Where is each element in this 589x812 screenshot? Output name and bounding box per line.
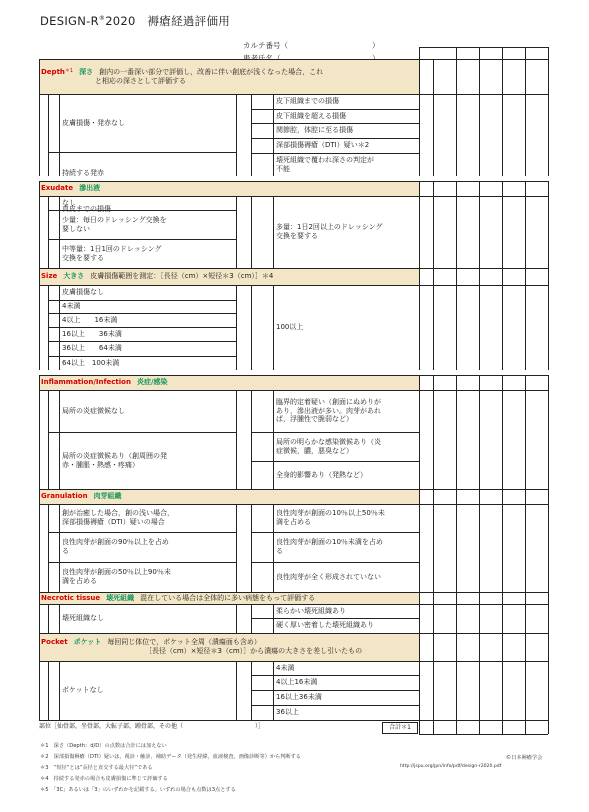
text-line: 持続する発赤: [62, 169, 104, 178]
col-line: [525, 633, 526, 720]
section-jp: 滲出液: [79, 184, 101, 193]
footnote-mark: ＊1: [64, 67, 74, 74]
text-line: る: [62, 547, 69, 555]
score: [48, 210, 59, 239]
date-slash: [479, 47, 502, 59]
section-title-row: [41, 68, 323, 77]
col-line: [548, 59, 549, 176]
score: [251, 705, 273, 720]
section-en: Pocket: [41, 638, 68, 647]
row-line: [419, 734, 548, 735]
col-line: [502, 47, 503, 59]
section-title-row: [41, 184, 100, 193]
score: [251, 532, 273, 562]
col-line: [525, 375, 526, 489]
score: [48, 562, 59, 592]
col-line: [433, 633, 434, 720]
text-line: 赤・腫脹・熱感・疼痛）: [62, 460, 139, 469]
col-line: [525, 59, 526, 176]
criterion: [62, 504, 235, 532]
col-line: [419, 592, 420, 633]
score: [48, 327, 59, 341]
section-header-necrotic: [41, 592, 417, 604]
score: [251, 153, 273, 176]
section-header-size: [41, 268, 417, 285]
col-line: [548, 633, 549, 720]
col-line: [548, 47, 549, 59]
section-en: Exudate: [41, 184, 74, 193]
criterion: [276, 390, 418, 432]
criterion: [276, 94, 418, 109]
criterion: [62, 196, 235, 210]
col-line: [419, 633, 420, 720]
section-header-pocket: [41, 633, 417, 661]
criterion: [276, 690, 418, 705]
upper-letter: [236, 196, 251, 268]
col-line: [59, 94, 60, 176]
section-desc: 毎回同じ体位で，ポケット全周（潰瘍面も含め）: [107, 638, 261, 647]
score: [48, 300, 59, 313]
text-line: 4未満: [62, 302, 81, 311]
col-line: [548, 489, 549, 592]
col-line: [502, 720, 503, 734]
lower-letter: [39, 285, 48, 370]
section-desc: 混在している場合は全体的に多い病態をもって評価する: [140, 593, 316, 602]
score: [48, 94, 59, 152]
text-line: 交換を要する: [276, 232, 318, 240]
text-line: 局所の明らかな感染徴候あり（炎: [276, 437, 381, 446]
upper-letter: [236, 390, 251, 489]
criterion: [62, 432, 235, 489]
criterion: [62, 562, 235, 592]
upper-letter: [236, 661, 251, 720]
text-line: 64以上 100未満: [62, 358, 120, 367]
text-line: 不能: [276, 164, 290, 173]
col-line: [456, 592, 457, 633]
text-line: 満を占める: [62, 577, 97, 585]
row-line: [419, 390, 548, 391]
score: [251, 138, 273, 153]
text-line: 4以上 16未満: [62, 315, 118, 324]
col-line: [419, 268, 420, 370]
col-line: [479, 375, 480, 489]
col-line: [59, 390, 60, 489]
source-url: http://jspu.org/jpn/info/pdf/design-r2020.pdf: [400, 764, 502, 769]
col-line: [548, 375, 549, 489]
col-line: [525, 181, 526, 268]
section-desc-line2: ［長径（cm）×短径＊3（cm）］から潰瘍の大きさを差し引いたもの: [145, 647, 363, 655]
criterion: [276, 504, 418, 532]
score: [251, 618, 273, 633]
col-line: [479, 592, 480, 633]
score: [48, 285, 59, 300]
score: [48, 341, 59, 356]
col-line: [433, 375, 434, 489]
text-line: あり，滲出液が多い。肉芽があれ: [276, 406, 381, 415]
text-line: 中等量：1日1回のドレッシング: [62, 244, 162, 253]
col-line: [479, 47, 480, 59]
text-line: 少量：毎日のドレッシング交換を: [62, 215, 167, 224]
upper-letter: [236, 94, 251, 176]
date-slash: [502, 47, 525, 59]
total-label: 合計＊1: [382, 722, 418, 734]
score: [48, 313, 59, 327]
col-line: [456, 268, 457, 370]
col-line: [502, 592, 503, 633]
criterion: [62, 313, 235, 327]
section-header-granulation: [41, 489, 417, 504]
score: [48, 604, 59, 633]
criterion: [62, 94, 235, 152]
score: [251, 390, 273, 432]
col-line: [456, 633, 457, 720]
text-line: 36以上 64未満: [62, 344, 122, 353]
section-jp: 肉芽組織: [93, 492, 122, 501]
criterion: [276, 618, 418, 633]
score: [48, 432, 59, 489]
score: [251, 109, 273, 123]
section-jp: 深さ: [79, 67, 94, 76]
score: [48, 532, 59, 562]
row-line: [419, 196, 548, 197]
section-jp: 炎症/感染: [136, 378, 168, 387]
date-label: [419, 47, 456, 59]
score: [251, 504, 273, 532]
col-line: [548, 181, 549, 268]
col-line: [479, 181, 480, 268]
section-en: Size: [41, 272, 58, 281]
col-line: [525, 720, 526, 734]
text-line: 深部損傷褥瘡（DTI）疑いの場合: [62, 518, 165, 526]
row-line: [419, 94, 548, 95]
text-line: 100以上: [276, 323, 304, 332]
col-line: [456, 47, 457, 59]
criterion: [276, 432, 418, 461]
col-line: [548, 720, 549, 734]
footnote: ＊5 「3C」あるいは「3」のいずれかを記載する。いずれの場合も点数は3点とする: [40, 787, 236, 793]
karte-label: カルテ番号（: [243, 41, 288, 50]
col-line: [273, 390, 274, 489]
col-line: [548, 268, 549, 370]
col-line: [548, 592, 549, 633]
text-line: ポケットなし: [62, 686, 104, 695]
score: [48, 239, 59, 268]
text-line: ば，浮腫性で脆弱など）: [276, 415, 353, 424]
criterion: [276, 461, 418, 489]
text-line: 柔らかい壊死組織あり: [276, 606, 346, 615]
col-line: [456, 59, 457, 176]
col-line: [419, 181, 420, 268]
text-line: 多量：1日2回以上のドレッシング: [276, 223, 383, 232]
lower-letter: [39, 604, 48, 633]
text-line: 局所の炎症徴候なし: [62, 406, 125, 415]
text-line: なし: [62, 198, 76, 207]
text-line: 深部損傷褥瘡（DTI）疑い＊2: [276, 141, 370, 150]
col-line: [419, 375, 420, 489]
criterion: [276, 153, 418, 176]
section-header-exudate: [41, 181, 417, 196]
score: [251, 285, 273, 370]
col-line: [59, 196, 60, 268]
col-line: [273, 94, 274, 176]
col-line: [456, 181, 457, 268]
text-line: 良性肉芽が創面の90％以上を占め: [62, 538, 169, 547]
col-line: [433, 268, 434, 370]
text-line: 関節腔，体腔に至る損傷: [276, 126, 353, 135]
col-line: [456, 375, 457, 489]
criterion: [62, 390, 235, 432]
row-line: [419, 604, 548, 605]
criterion: [276, 138, 418, 153]
col-line: [479, 268, 480, 370]
text-line: 良性肉芽が創面の10％以上50％未: [276, 509, 385, 518]
col-line: [502, 268, 503, 370]
section-en: Depth: [41, 67, 65, 76]
criterion: [62, 661, 235, 720]
form-title: DESIGN-R®2020 褥瘡経過評価用: [40, 14, 231, 28]
lower-letter: [39, 390, 48, 489]
score: [251, 432, 273, 461]
criterion: [276, 123, 418, 138]
row-line: [419, 504, 548, 505]
section-desc: 創内の一番深い部分で評価し，改善に伴い創底が浅くなった場合，これ: [99, 67, 324, 76]
col-line: [273, 504, 274, 592]
text-line: 皮下組織までの損傷: [276, 97, 339, 106]
row-line: [419, 661, 548, 662]
criterion: [276, 109, 418, 123]
col-line: [433, 181, 434, 268]
section-en: Necrotic tissue: [41, 593, 101, 602]
footnote: ＊4 持続する発赤の場合も皮膚損傷に準じて評価する: [40, 776, 168, 782]
criterion: [276, 604, 418, 618]
col-line: [479, 720, 480, 734]
score: [48, 504, 59, 532]
score: [48, 661, 59, 720]
criterion: [276, 562, 418, 592]
criterion: [62, 604, 235, 633]
col-line: [433, 59, 434, 176]
text-line: る: [276, 547, 283, 555]
date-slash: [525, 47, 548, 59]
copyright: ©日本褥瘡学会: [506, 755, 543, 761]
score: [48, 356, 59, 370]
criterion: [62, 356, 235, 370]
section-title-row: [41, 272, 273, 281]
col-line: [479, 59, 480, 176]
evaluation-table: [39, 47, 548, 732]
text-line: 16以上36未満: [276, 693, 322, 702]
text-line: 4以上16未満: [276, 678, 318, 687]
col-line: [525, 592, 526, 633]
text-line: 創が治癒した場合，創の浅い場合，: [62, 509, 174, 518]
text-line: 交換を要する: [62, 253, 104, 262]
col-line: [502, 59, 503, 176]
karte-close: ）: [372, 41, 380, 50]
footnote: ＊1 深さ（Depth：d/D）の点数は合計には加えない: [40, 743, 167, 749]
text-line: 硬く厚い密着した壊死組織あり: [276, 621, 374, 630]
text-line: 臨界的定着疑い（創面にぬめりが: [276, 397, 381, 406]
criterion: [62, 327, 235, 341]
criterion: [62, 532, 235, 562]
section-header-depth: [41, 59, 417, 94]
text-line: 皮下組織を超える損傷: [276, 111, 346, 120]
text-line: 全身的影響あり（発熱など）: [276, 470, 367, 479]
section-jp: 壊死組織: [106, 593, 135, 602]
text-line: 壊死組織で覆われ深さの判定が: [276, 155, 374, 164]
col-line: [502, 181, 503, 268]
score: [251, 690, 273, 705]
text-line: 16以上 36未満: [62, 329, 122, 338]
text-line: 壊死組織なし: [62, 614, 104, 623]
criterion: [62, 341, 235, 356]
score: [251, 675, 273, 690]
section-jp: 大きさ: [63, 272, 85, 281]
text-line: 皮膚損傷・発赤なし: [62, 118, 125, 127]
text-line: 4未満: [276, 663, 295, 672]
text-line: 良性肉芽が全く形成されていない: [276, 572, 381, 581]
score: [251, 562, 273, 592]
date-slash: [456, 47, 479, 59]
col-line: [479, 633, 480, 720]
score: [251, 461, 273, 489]
score: [251, 661, 273, 675]
text-line: 局所の炎症徴候あり（創周囲の発: [62, 451, 167, 460]
criterion: [276, 196, 418, 268]
criterion: [62, 300, 235, 313]
text-line: 36以上: [276, 708, 299, 717]
criterion: [276, 285, 418, 370]
score: [48, 390, 59, 432]
section-title-row: [41, 638, 261, 647]
criterion: [62, 285, 235, 300]
col-line: [456, 720, 457, 734]
lower-letter: [39, 661, 48, 720]
section-title-row: [41, 378, 168, 387]
section-header-inflammation: [41, 375, 417, 390]
lower-letter: [39, 196, 48, 268]
lower-letter: [39, 504, 48, 592]
col-line: [433, 592, 434, 633]
row-line: [419, 285, 548, 286]
score: [251, 196, 273, 268]
col-line: [273, 285, 274, 370]
score: [251, 604, 273, 618]
col-line: [273, 196, 274, 268]
score: [251, 94, 273, 109]
section-title-row: [41, 492, 122, 501]
col-line: [502, 633, 503, 720]
text-line: 満を占める: [276, 518, 311, 526]
criterion: [276, 675, 418, 690]
upper-letter: [236, 504, 251, 592]
footnote: ＊2 深部損傷褥瘡（DTI）疑いは，視診・触診，補助データ（発生経緯，血液検査，画像診断等）から判断する: [40, 754, 301, 760]
site-line: 部位［仙骨部，坐骨部，大転子部，踵骨部，その他（ ）］: [39, 723, 265, 731]
section-en: Inflammation/Infection: [41, 378, 131, 387]
text-line: 良性肉芽が創面の50％以上90％未: [62, 568, 171, 577]
criterion: [62, 210, 235, 239]
col-line: [433, 720, 434, 734]
section-en: Granulation: [41, 492, 88, 501]
footnote: ＊3 “短径”とは“長径と直交する最大径”である: [40, 765, 153, 771]
text-line: 症徴候，膿，悪臭など）: [276, 446, 353, 455]
criterion: [276, 532, 418, 562]
col-line: [59, 661, 60, 720]
upper-letter: [236, 604, 251, 633]
text-line: 皮膚損傷なし: [62, 288, 104, 297]
score: [251, 123, 273, 138]
criterion: [276, 661, 418, 675]
score: [48, 196, 59, 210]
lower-letter: [39, 94, 48, 176]
section-desc-line2: と相応の深さとして評価する: [95, 76, 186, 85]
col-line: [502, 375, 503, 489]
col-line: [59, 604, 60, 633]
text-line: 要しない: [62, 224, 90, 233]
section-desc: 皮膚損傷範囲を測定：［長径（cm）×短径＊3（cm）］＊4: [90, 272, 274, 281]
upper-letter: [236, 285, 251, 370]
criterion: [62, 239, 235, 268]
criterion: [276, 705, 418, 720]
col-line: [419, 720, 420, 734]
col-line: [419, 59, 420, 176]
col-line: [59, 504, 60, 592]
col-line: [525, 47, 526, 59]
section-title-row: [41, 594, 315, 603]
text-line: 良性肉芽が創面の10％未満を占め: [276, 538, 383, 547]
section-jp: ポケット: [73, 638, 102, 647]
col-line: [525, 268, 526, 370]
